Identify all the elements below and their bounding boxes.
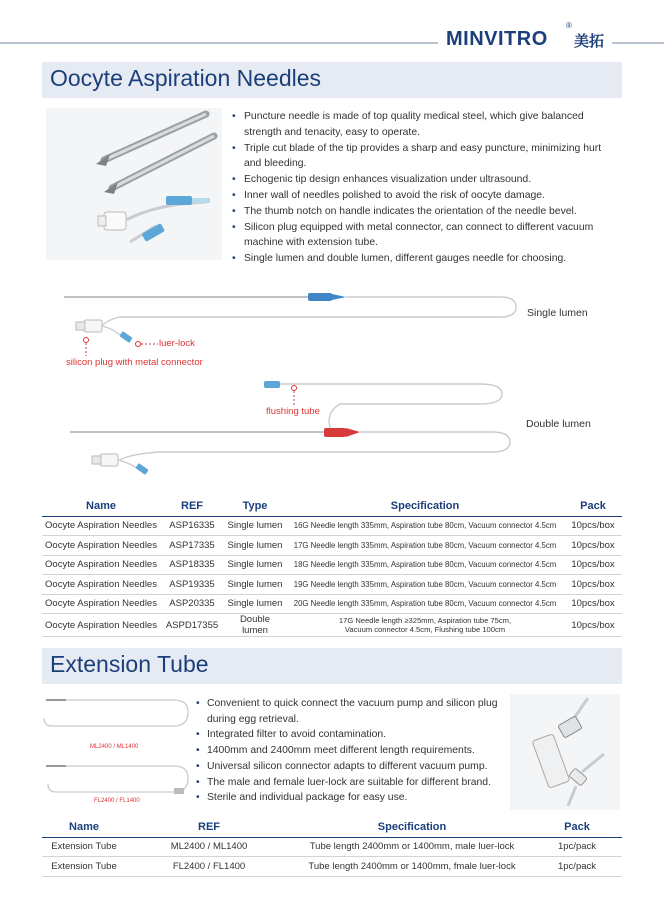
cell-type: Single lumen (224, 536, 286, 556)
cell-spec: 19G Needle length 335mm, Aspiration tube 80cm, Vacuum connector 4.5cm (286, 575, 564, 595)
extension-spec-table (42, 817, 622, 877)
brand-logo: MINVITRO (446, 28, 548, 50)
list-item: • Puncture needle is made of top quality medical steel, which give balanced strength and tenacity, easy to operate. (232, 109, 610, 141)
table-row (42, 837, 622, 857)
table-row (42, 555, 622, 575)
cell-pack: 1pc/pack (532, 857, 622, 877)
cell-ref: ASP18335 (160, 555, 224, 575)
spec-line: 17G Needle length ≥325mm, Aspiration tube 75cm, (338, 616, 512, 625)
section-header-oocyte (42, 62, 622, 98)
cell-type: Single lumen (224, 575, 286, 595)
cell-spec: 16G Needle length 335mm, Aspiration tube 80cm, Vacuum connector 4.5cm (286, 516, 564, 536)
list-item: • Triple cut blade of the tip provides a sharp and easy puncture, minimizing hurt and bleeding. (232, 141, 610, 173)
cell-ref: ML2400 / ML1400 (126, 837, 292, 857)
list-item: • Integrated filter to avoid contamination. (196, 727, 508, 743)
fl-model-label: FL2400 / FL1400 (94, 798, 140, 804)
cell-ref: FL2400 / FL1400 (126, 857, 292, 877)
list-item: • Sterile and individual package for easy use. (196, 790, 508, 806)
cell-pack: 10pcs/box (564, 594, 622, 614)
cell-type: Single lumen (224, 516, 286, 536)
list-item: • Single lumen and double lumen, different gauges needle for choosing. (232, 251, 610, 267)
cell-name: Extension Tube (42, 837, 126, 857)
list-item: • Convenient to quick connect the vacuum pump and silicon plug during egg retrieval. (196, 696, 508, 727)
column-header: REF (160, 496, 224, 516)
needle-diagram (40, 280, 624, 480)
list-item: • The thumb notch on handle indicates the orientation of the needle bevel. (232, 204, 610, 220)
cell-spec: 17G Needle length 335mm, Aspiration tube 80cm, Vacuum connector 4.5cm (286, 536, 564, 556)
cell-ref: ASP16335 (160, 516, 224, 536)
cell-pack: 10pcs/box (564, 516, 622, 536)
cell-ref: ASP20335 (160, 594, 224, 614)
header-rule-right (612, 42, 664, 44)
cell-name: Oocyte Aspiration Needles (42, 575, 160, 595)
header-rule-left (0, 42, 438, 44)
feature-list-needles (232, 109, 610, 267)
cell-ref: ASPD17355 (160, 614, 224, 637)
table-row (42, 575, 622, 595)
luer-lock-label: luer-lock (159, 338, 195, 349)
cell-spec: 18G Needle length 335mm, Aspiration tube 80cm, Vacuum connector 4.5cm (286, 555, 564, 575)
brand-chinese-name: 美拓 (574, 32, 605, 50)
cell-spec: Tube length 2400mm or 1400mm, fmale luer-lock (292, 857, 532, 877)
extension-tube-photo (510, 694, 620, 810)
cell-name: Oocyte Aspiration Needles (42, 594, 160, 614)
cell-name: Oocyte Aspiration Needles (42, 555, 160, 575)
column-header: Pack (564, 496, 622, 516)
cell-name: Oocyte Aspiration Needles (42, 614, 160, 637)
brand-header (0, 18, 664, 48)
column-header: Name (42, 817, 126, 837)
list-item: • The male and female luer-lock are suitable for different brand. (196, 775, 508, 791)
list-item: • Inner wall of needles polished to avoid the risk of oocyte damage. (232, 188, 610, 204)
table-header-row (42, 496, 622, 516)
cell-pack: 10pcs/box (564, 614, 622, 637)
cell-name: Oocyte Aspiration Needles (42, 516, 160, 536)
cell-spec (286, 614, 564, 637)
cell-pack: 10pcs/box (564, 555, 622, 575)
table-row (42, 614, 622, 637)
cell-type: Single lumen (224, 555, 286, 575)
cell-spec: Tube length 2400mm or 1400mm, male luer-lock (292, 837, 532, 857)
silicon-plug-label: silicon plug with metal connector (66, 357, 203, 368)
table-row (42, 516, 622, 536)
table-header-row (42, 817, 622, 837)
table-row (42, 536, 622, 556)
extension-tube-diagram (42, 688, 192, 810)
section-title: Extension Tube (50, 651, 209, 677)
column-header: Pack (532, 817, 622, 837)
cell-ref: ASP17335 (160, 536, 224, 556)
needle-spec-table (42, 496, 622, 637)
cell-type: Double lumen (224, 614, 286, 637)
cell-spec: 20G Needle length 335mm, Aspiration tube 80cm, Vacuum connector 4.5cm (286, 594, 564, 614)
cell-name: Extension Tube (42, 857, 126, 877)
cell-ref: ASP19335 (160, 575, 224, 595)
column-header: Type (224, 496, 286, 516)
cell-pack: 10pcs/box (564, 536, 622, 556)
cell-type: Single lumen (224, 594, 286, 614)
registered-mark: ® (566, 21, 572, 30)
table-row (42, 857, 622, 877)
flushing-tube-label: flushing tube (266, 406, 320, 417)
cell-pack: 10pcs/box (564, 575, 622, 595)
cell-name: Oocyte Aspiration Needles (42, 536, 160, 556)
column-header: Specification (286, 496, 564, 516)
spec-line: Vacuum connector 4.5cm, Flushing tube 100cm (344, 625, 506, 634)
double-lumen-label: Double lumen (526, 418, 591, 430)
feature-list-extension (196, 696, 508, 806)
list-item: • Echogenic tip design enhances visualization under ultrasound. (232, 172, 610, 188)
section-title: Oocyte Aspiration Needles (50, 65, 322, 91)
section-header-extension-tube (42, 648, 622, 684)
needle-product-photo (46, 108, 222, 260)
cell-pack: 1pc/pack (532, 837, 622, 857)
list-item: • Silicon plug equipped with metal connector, can connect to different vacuum machine with extension tube. (232, 220, 610, 252)
table-row (42, 594, 622, 614)
list-item: • Universal silicon connector adapts to different vacuum pump. (196, 759, 508, 775)
single-lumen-label: Single lumen (527, 307, 588, 319)
column-header: Name (42, 496, 160, 516)
ml-model-label: ML2400 / ML1400 (90, 744, 139, 750)
column-header: Specification (292, 817, 532, 837)
column-header: REF (126, 817, 292, 837)
list-item: • 1400mm and 2400mm meet different length requirements. (196, 743, 508, 759)
